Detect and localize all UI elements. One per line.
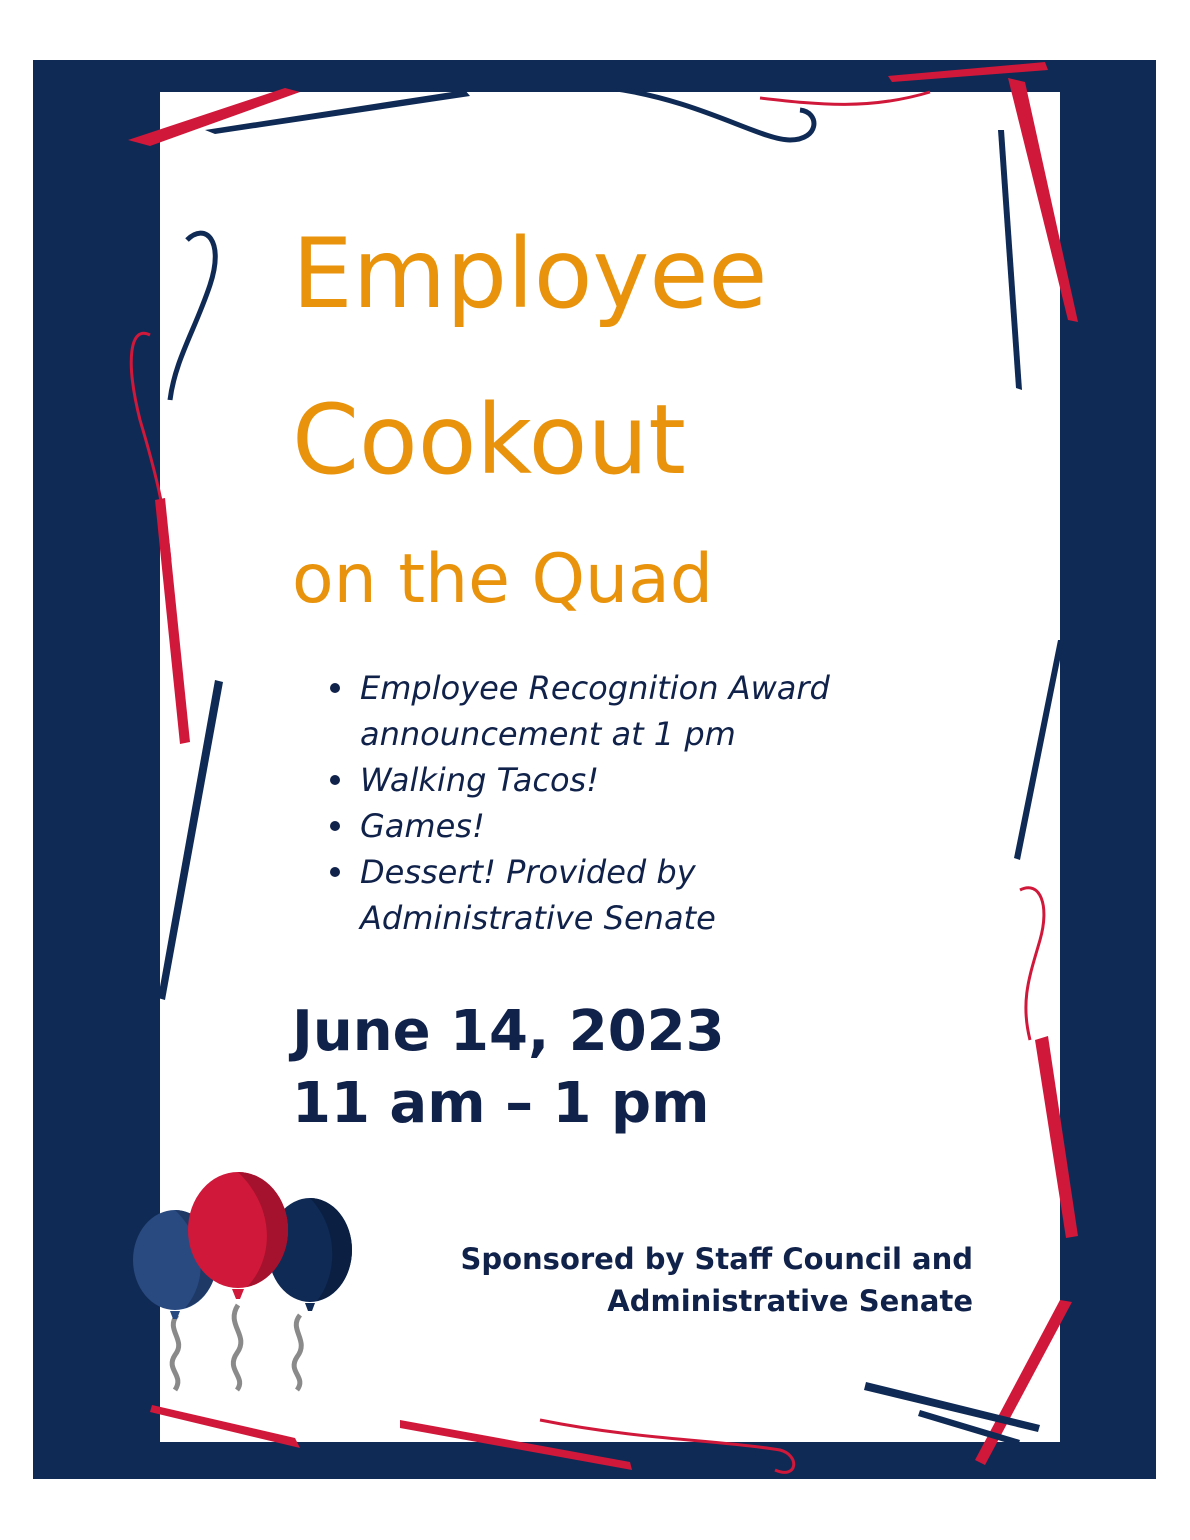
list-item-line-1: Dessert! Provided by [360,853,696,891]
title-line-1: Employee [292,218,768,330]
event-highlights-list [330,665,970,941]
bullet-dot-icon [330,775,340,785]
bullet-dot-icon [330,867,340,877]
sponsor-line-1: Sponsored by Staff Council and [460,1242,973,1276]
list-item [330,757,970,803]
list-item [330,665,970,757]
list-item-text: Walking Tacos! [360,761,600,799]
bullet-dot-icon [330,683,340,693]
event-date-time [292,996,725,1140]
sponsor-credit [460,1238,973,1322]
list-item [330,803,970,849]
title-line-2: Cookout [292,384,686,496]
list-item [330,849,970,941]
list-item-line-2: Administrative Senate [360,899,716,937]
event-time: 11 am – 1 pm [292,1071,710,1136]
sponsor-line-2: Administrative Senate [607,1284,973,1318]
list-item-line-1: Employee Recognition Award [360,669,830,707]
list-item-text: Games! [360,807,485,845]
title-line-3: on the Quad [292,540,713,619]
list-item-line-2: announcement at 1 pm [360,715,736,753]
event-date: June 14, 2023 [292,999,725,1064]
balloons-icon [125,1165,365,1395]
bullet-dot-icon [330,821,340,831]
